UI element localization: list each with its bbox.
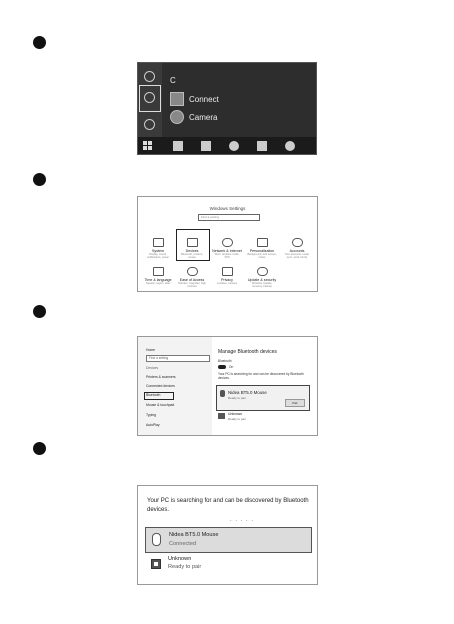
category-accounts[interactable] xyxy=(282,238,312,259)
chrome-icon[interactable] xyxy=(285,141,295,151)
category-devices[interactable] xyxy=(177,238,207,259)
device-name[interactable]: Unknown xyxy=(168,556,192,562)
settings-icon[interactable] xyxy=(144,92,155,103)
category-ease-of-access[interactable] xyxy=(177,267,207,288)
mouse-icon xyxy=(220,390,225,397)
edge-icon[interactable] xyxy=(229,141,239,151)
nav-mouse-touchpad[interactable]: Mouse & touchpad xyxy=(146,403,175,407)
time-language-icon xyxy=(153,267,164,276)
paired-device-screenshot xyxy=(137,485,318,585)
sidebar-search-input[interactable]: Find a setting xyxy=(146,355,210,362)
category-name: Accounts xyxy=(289,249,305,253)
connect-icon xyxy=(170,92,184,106)
nav-connected-devices[interactable]: Connected devices xyxy=(146,384,175,388)
category-time-language[interactable] xyxy=(143,267,173,285)
category-privacy[interactable] xyxy=(212,267,242,285)
category-system[interactable] xyxy=(143,238,173,259)
category-desc: Background, lock screen, colors xyxy=(247,253,277,259)
devices-icon xyxy=(187,238,198,247)
searching-progress-dots: . . . . . xyxy=(230,517,255,523)
nav-autoplay[interactable]: AutoPlay xyxy=(146,423,160,427)
sidebar-section-title: Devices xyxy=(146,366,159,370)
laptop-icon xyxy=(153,238,164,247)
category-name: Time & language xyxy=(144,278,172,282)
category-desc: Windows Update, recovery, backup xyxy=(251,282,273,288)
device-name: Nidea BT5.0 Mouse xyxy=(228,390,267,395)
category-name: Ease of Access xyxy=(179,278,205,282)
update-icon xyxy=(257,267,268,276)
app-label: Camera xyxy=(189,112,218,122)
mouse-icon xyxy=(152,533,161,546)
lock-icon xyxy=(222,267,233,276)
category-desc: Location, camera xyxy=(217,282,237,285)
device-nidea-mouse[interactable] xyxy=(216,385,310,411)
ease-of-access-icon xyxy=(187,267,198,276)
start-menu-rail xyxy=(138,63,162,139)
task-view-icon[interactable] xyxy=(173,141,183,151)
photos-icon[interactable] xyxy=(201,141,211,151)
category-desc: Wi-Fi, airplane mode, VPN xyxy=(214,253,240,259)
bluetooth-settings-screenshot xyxy=(137,336,318,436)
step-3-marker xyxy=(33,305,46,318)
windows-settings-screenshot xyxy=(137,196,318,292)
step-1-marker xyxy=(33,36,46,49)
step-2-marker xyxy=(33,173,46,186)
bluetooth-label: Bluetooth xyxy=(218,359,232,363)
bluetooth-state: On xyxy=(229,365,234,369)
device-name: Unknown xyxy=(228,412,243,416)
unknown-device-icon xyxy=(151,559,161,569)
settings-title: Windows Settings xyxy=(209,206,246,211)
category-personalization[interactable] xyxy=(247,238,277,259)
category-name: Privacy xyxy=(221,278,233,282)
category-desc: Speech, region, date xyxy=(146,282,170,285)
camera-icon xyxy=(170,110,184,124)
category-name: System xyxy=(152,249,164,253)
power-icon[interactable] xyxy=(144,119,155,130)
pair-button[interactable]: Pair xyxy=(285,399,305,407)
device-status: Ready to pair xyxy=(168,564,202,570)
app-connect[interactable] xyxy=(170,92,310,106)
app-label: Connect xyxy=(189,94,219,104)
category-network[interactable] xyxy=(212,238,242,259)
app-camera[interactable] xyxy=(170,110,310,124)
device-status: Connected xyxy=(169,541,197,547)
bluetooth-toggle[interactable] xyxy=(218,365,226,369)
file-explorer-icon[interactable] xyxy=(257,141,267,151)
nav-bluetooth[interactable]: Bluetooth xyxy=(146,393,161,397)
category-desc: Your accounts, email, sync, work, family xyxy=(284,253,310,259)
brush-icon xyxy=(257,238,268,247)
searching-text: Your PC is searching for and can be discovered by Bluetooth devices. xyxy=(147,498,309,513)
user-icon[interactable] xyxy=(144,71,155,82)
page-title: Manage Bluetooth devices xyxy=(218,349,277,355)
step-4-marker xyxy=(33,442,46,455)
category-desc: Narrator, magnifier, high contrast xyxy=(178,282,206,288)
device-status: Ready to pair xyxy=(228,396,246,400)
device-status: Ready to pair xyxy=(228,417,246,421)
nav-home[interactable]: Home xyxy=(146,348,156,352)
settings-search-input[interactable]: Find a setting xyxy=(198,214,260,221)
category-desc: Bluetooth, printers, mouse xyxy=(181,253,203,259)
start-menu-screenshot xyxy=(137,62,317,155)
device-nidea-mouse[interactable] xyxy=(145,527,312,553)
unknown-device-icon xyxy=(218,413,225,419)
category-name: Network & Internet xyxy=(212,249,242,253)
category-name: Update & security xyxy=(247,278,277,282)
category-desc: Display, sound, notifications, power xyxy=(146,253,170,259)
searching-text: Your PC is searching for and can be discovered by Bluetooth devices. xyxy=(218,372,304,380)
device-name: Nidea BT5.0 Mouse xyxy=(169,532,219,538)
nav-typing[interactable]: Typing xyxy=(146,413,156,417)
globe-icon xyxy=(222,238,233,247)
category-update-security[interactable] xyxy=(247,267,277,288)
app-group-letter: C xyxy=(170,76,176,85)
person-icon xyxy=(292,238,303,247)
nav-printers[interactable]: Printers & scanners xyxy=(146,375,176,379)
taskbar xyxy=(138,137,316,154)
windows-icon[interactable] xyxy=(143,141,153,151)
category-name: Personalization xyxy=(249,249,275,253)
category-name: Devices xyxy=(185,249,199,253)
